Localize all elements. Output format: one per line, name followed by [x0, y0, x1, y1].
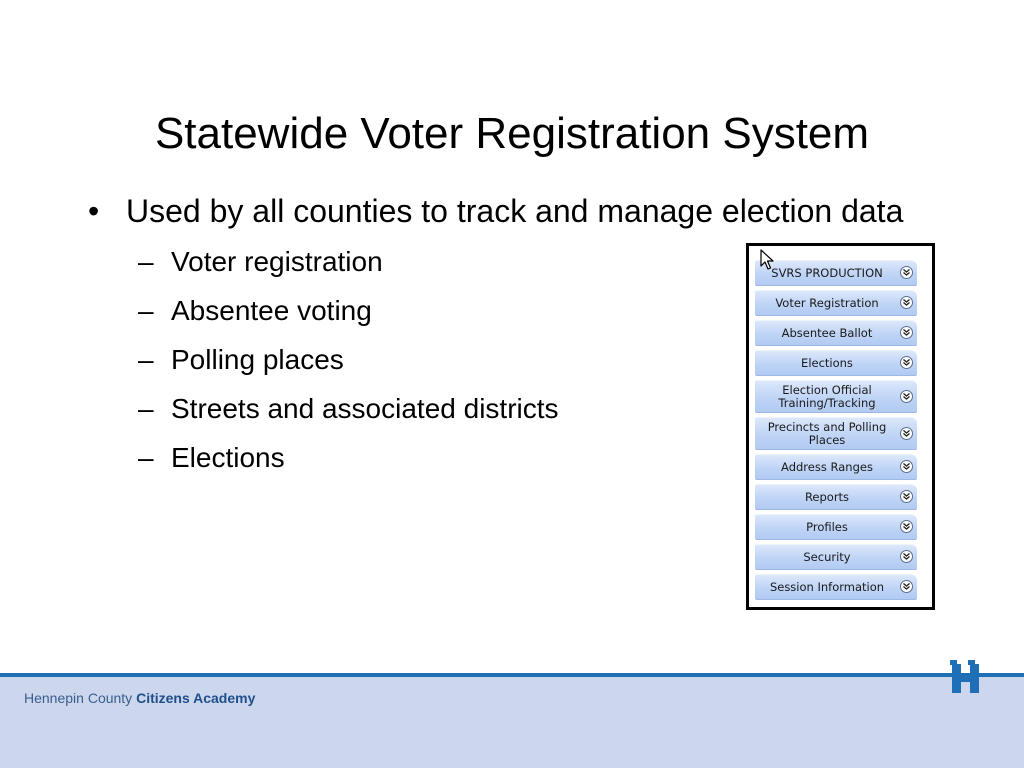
chevron-down-icon[interactable] [900, 580, 913, 593]
hennepin-logo-icon [950, 660, 982, 699]
chevron-down-icon[interactable] [900, 520, 913, 533]
menu-item-reports[interactable] [755, 484, 917, 510]
menu-item-label: Address Ranges [781, 459, 873, 474]
footer-program: Citizens Academy [136, 690, 256, 706]
menu-item-election-official-training[interactable] [755, 380, 917, 413]
menu-item-absentee-ballot[interactable] [755, 320, 917, 346]
chevron-down-icon[interactable] [900, 490, 913, 503]
menu-item-label: Reports [804, 489, 850, 504]
menu-item-label: Voter Registration [775, 295, 879, 310]
slide-title: Statewide Voter Registration System [154, 109, 870, 158]
footer-org: Hennepin County [24, 690, 133, 706]
sub-bullet-text: Absentee voting [171, 295, 372, 326]
chevron-down-icon[interactable] [900, 550, 913, 563]
bullet-main-text: Used by all counties to track and manage election data [126, 193, 904, 229]
sub-bullet-marker: – [138, 442, 154, 473]
sub-bullet-text: Streets and associated districts [171, 393, 559, 424]
chevron-down-icon[interactable] [900, 296, 913, 309]
sub-bullet-text: Polling places [171, 344, 344, 375]
menu-item-elections[interactable] [755, 350, 917, 376]
menu-item-address-ranges[interactable] [755, 454, 917, 480]
svrs-menu-screenshot [746, 243, 935, 610]
chevron-down-icon[interactable] [900, 266, 913, 279]
sub-bullet-marker: – [138, 295, 154, 326]
menu-item-label: Security [803, 549, 851, 564]
footer-brand [24, 690, 255, 706]
menu-item-svrs-production[interactable] [755, 260, 917, 286]
menu-item-label: Precincts and Polling Places [767, 419, 887, 447]
chevron-down-icon[interactable] [900, 326, 913, 339]
mouse-cursor-icon [760, 249, 774, 276]
sub-bullet-marker: – [138, 246, 154, 277]
menu-item-security[interactable] [755, 544, 917, 570]
menu-item-label: SVRS PRODUCTION [771, 265, 883, 280]
menu-item-label: Session Information [769, 579, 885, 594]
sub-bullet-marker: – [138, 344, 154, 375]
chevron-down-icon[interactable] [900, 460, 913, 473]
chevron-down-icon[interactable] [900, 427, 913, 440]
sub-bullet-marker: – [138, 393, 154, 424]
menu-item-session-information[interactable] [755, 574, 917, 600]
menu-item-profiles[interactable] [755, 514, 917, 540]
sub-bullet-text: Elections [171, 442, 285, 473]
menu-item-voter-registration[interactable] [755, 290, 917, 316]
sub-bullet-text: Voter registration [171, 246, 383, 277]
menu-item-label: Absentee Ballot [781, 325, 873, 340]
menu-item-label: Profiles [806, 519, 848, 534]
bullet-main [88, 190, 906, 233]
menu-item-label: Election Official Training/Tracking [778, 382, 876, 410]
chevron-down-icon[interactable] [900, 356, 913, 369]
bullet-marker: • [88, 193, 100, 229]
menu-item-label: Elections [801, 355, 853, 370]
chevron-down-icon[interactable] [900, 390, 913, 403]
menu-item-precincts-polling-places[interactable] [755, 417, 917, 450]
